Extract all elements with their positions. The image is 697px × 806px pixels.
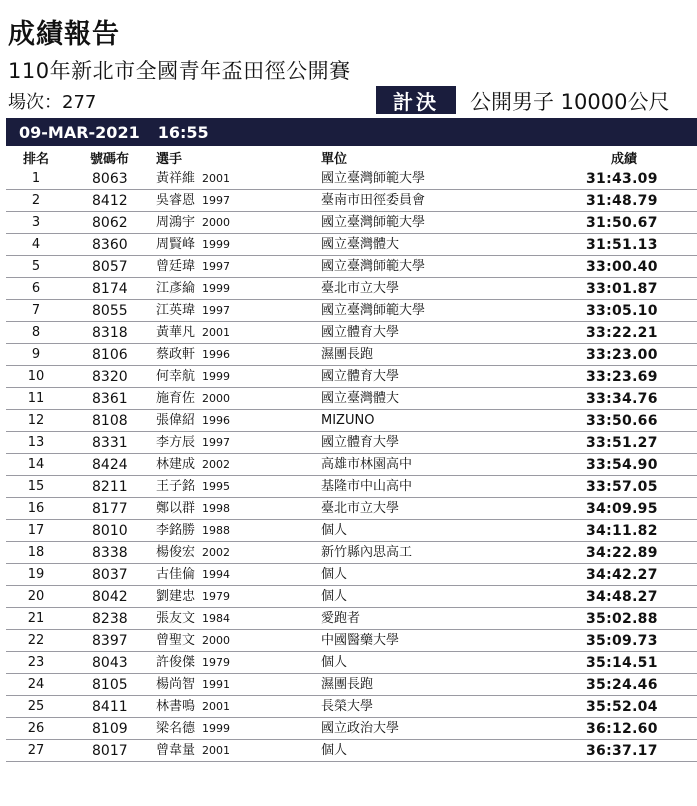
team-cell: 長榮大學 [321,699,374,714]
mark-cell: 33:54.90 [586,457,658,473]
bib-cell: 8057 [92,259,128,275]
birth-year: 2000 [202,216,231,229]
mark-cell: 35:02.88 [586,611,658,627]
bib-cell: 8360 [92,237,128,253]
birth-year: 2000 [202,392,231,405]
athlete-name: 張偉紹 [156,413,196,428]
rank-cell: 13 [27,435,45,450]
table-row [6,278,697,300]
rank-cell: 18 [27,545,45,560]
team-cell: 國立體育大學 [321,369,400,384]
team-cell: 個人 [321,589,348,604]
athlete-name-cell [156,168,230,190]
team-cell: 愛跑者 [321,611,361,626]
mark-cell: 34:09.95 [586,501,658,517]
table-row [6,168,697,190]
event-time: 16:55 [157,122,209,142]
athlete-name-cell [156,410,230,432]
athlete-name: 施育佐 [156,391,196,406]
rank-cell: 27 [27,743,45,758]
mark-cell: 35:52.04 [586,699,658,715]
bib-cell: 8338 [92,545,128,561]
bib-cell: 8320 [92,369,128,385]
rank-cell: 3 [31,215,41,230]
bib-cell: 8106 [92,347,128,363]
athlete-name-cell [156,300,230,322]
mark-cell: 33:22.21 [586,325,658,341]
team-cell: 國立臺灣師範大學 [321,303,426,318]
birth-year: 2001 [202,744,231,757]
athlete-name: 梁名德 [156,721,196,736]
date-time-bar [6,118,697,146]
athlete-name: 周鴻宇 [156,215,196,230]
athlete-name-cell [156,476,230,498]
meet-name: 110年新北市全國青年盃田徑公開賽 [8,59,351,83]
table-row [6,608,697,630]
birth-year: 1996 [202,414,231,427]
mark-cell: 33:23.00 [586,347,658,363]
rank-cell: 22 [27,633,45,648]
team-cell: 個人 [321,567,348,582]
mark-cell: 33:00.40 [586,259,658,275]
team-cell: 新竹縣內思高工 [321,545,413,560]
rank-cell: 19 [27,567,45,582]
athlete-name: 周賢峰 [156,237,196,252]
results-table-body [6,168,697,762]
team-cell: 臺北市立大學 [321,501,400,516]
report-title: 成績報告 [8,19,120,50]
rank-cell: 6 [31,281,41,296]
athlete-name: 楊俊宏 [156,545,196,560]
mark-cell: 35:14.51 [586,655,658,671]
athlete-name-cell [156,322,230,344]
mark-cell: 33:50.66 [586,413,658,429]
athlete-name: 林書鳴 [156,699,196,714]
team-cell: 高雄市林園高中 [321,457,413,472]
table-row [6,410,697,432]
rank-cell: 8 [31,325,41,340]
birth-year: 1999 [202,238,231,251]
table-row [6,740,697,762]
rank-cell: 4 [31,237,41,252]
athlete-name-cell [156,520,230,542]
birth-year: 1997 [202,194,231,207]
bib-cell: 8055 [92,303,128,319]
team-cell: 個人 [321,743,348,758]
table-row [6,256,697,278]
athlete-name: 劉建忠 [156,589,196,604]
mark-cell: 33:57.05 [586,479,658,495]
birth-year: 1994 [202,568,231,581]
rank-cell: 16 [27,501,45,516]
athlete-name: 王子銘 [156,479,196,494]
athlete-name-cell [156,454,230,476]
rank-cell: 25 [27,699,45,714]
rank-cell: 12 [27,413,45,428]
athlete-name: 吳睿恩 [156,193,196,208]
table-row [6,520,697,542]
mark-cell: 33:51.27 [586,435,658,451]
column-rank-header: 排名 [22,152,49,167]
bib-cell: 8108 [92,413,128,429]
bib-cell: 8105 [92,677,128,693]
column-athlete-header: 選手 [156,152,183,167]
team-cell: 中國醫藥大學 [321,633,400,648]
table-row [6,322,697,344]
bib-cell: 8177 [92,501,128,517]
column-bib-header: 號碼布 [90,152,130,167]
rank-cell: 11 [27,391,45,406]
round-badge: 計決 [376,86,456,114]
athlete-name-cell [156,278,230,300]
mark-cell: 33:01.87 [586,281,658,297]
athlete-name-cell [156,564,230,586]
athlete-name-cell [156,366,230,388]
mark-cell: 36:12.60 [586,721,658,737]
table-row [6,366,697,388]
athlete-name: 李銘勝 [156,523,196,538]
athlete-name: 鄭以群 [156,501,196,516]
athlete-name: 許俊傑 [156,655,196,670]
mark-cell: 34:11.82 [586,523,658,539]
athlete-name: 江英瑋 [156,303,196,318]
session-number: 場次：277 [8,92,97,113]
athlete-name: 李方辰 [156,435,196,450]
rank-cell: 26 [27,721,45,736]
bib-cell: 8109 [92,721,128,737]
table-row [6,190,697,212]
birth-year: 1995 [202,480,231,493]
bib-cell: 8017 [92,743,128,759]
birth-year: 1996 [202,348,231,361]
team-cell: 基隆市中山高中 [321,479,413,494]
bib-cell: 8174 [92,281,128,297]
bib-cell: 8412 [92,193,128,209]
birth-year: 1999 [202,722,231,735]
bib-cell: 8010 [92,523,128,539]
athlete-name-cell [156,718,230,740]
birth-year: 1999 [202,282,231,295]
athlete-name-cell [156,432,230,454]
athlete-name: 蔡政軒 [156,347,196,362]
table-row [6,674,697,696]
table-row [6,586,697,608]
mark-cell: 33:05.10 [586,303,658,319]
rank-cell: 5 [31,259,41,274]
birth-year: 1988 [202,524,231,537]
athlete-name-cell [156,344,230,366]
table-row [6,454,697,476]
bib-cell: 8331 [92,435,128,451]
bib-cell: 8042 [92,589,128,605]
table-row [6,432,697,454]
birth-year: 1999 [202,370,231,383]
athlete-name-cell [156,674,230,696]
athlete-name-cell [156,740,230,762]
event-name: 公開男子 10000公尺 [470,90,670,114]
team-cell: 臺北市立大學 [321,281,400,296]
bib-cell: 8037 [92,567,128,583]
team-cell: 國立體育大學 [321,325,400,340]
mark-cell: 35:24.46 [586,677,658,693]
rank-cell: 9 [31,347,41,362]
team-cell: 臺南市田徑委員會 [321,193,426,208]
athlete-name-cell [156,234,230,256]
mark-cell: 31:50.67 [586,215,658,231]
athlete-name-cell [156,388,230,410]
athlete-name-cell [156,256,230,278]
team-cell: 個人 [321,523,348,538]
mark-cell: 31:51.13 [586,237,658,253]
birth-year: 1991 [202,678,231,691]
rank-cell: 10 [27,369,45,384]
bib-cell: 8238 [92,611,128,627]
team-cell: 濕團長跑 [321,347,374,362]
athlete-name: 江彥綸 [156,281,196,296]
athlete-name-cell [156,498,230,520]
mark-cell: 34:48.27 [586,589,658,605]
athlete-name: 古佳倫 [156,567,196,582]
athlete-name: 楊尚智 [156,677,196,692]
rank-cell: 23 [27,655,45,670]
rank-cell: 14 [27,457,45,472]
birth-year: 1979 [202,656,231,669]
table-row [6,212,697,234]
rank-cell: 1 [31,171,41,186]
athlete-name: 黃華凡 [156,325,196,340]
team-cell: 國立臺灣師範大學 [321,259,426,274]
athlete-name-cell [156,652,230,674]
table-row [6,344,697,366]
birth-year: 2001 [202,700,231,713]
athlete-name-cell [156,696,230,718]
athlete-name: 曾廷瑋 [156,259,196,274]
team-cell: 國立臺灣體大 [321,391,400,406]
athlete-name-cell [156,608,230,630]
athlete-name: 曾聖文 [156,633,196,648]
team-cell: 濕團長跑 [321,677,374,692]
table-row [6,718,697,740]
bib-cell: 8318 [92,325,128,341]
birth-year: 2001 [202,326,231,339]
table-row [6,388,697,410]
bib-cell: 8043 [92,655,128,671]
rank-cell: 20 [27,589,45,604]
table-row [6,696,697,718]
rank-cell: 24 [27,677,45,692]
athlete-name: 曾韋量 [156,743,196,758]
event-date: 09-MAR-2021 [19,122,140,142]
athlete-name: 林建成 [156,457,196,472]
mark-cell: 31:43.09 [586,171,658,187]
athlete-name-cell [156,190,230,212]
table-row [6,564,697,586]
team-cell: 國立臺灣師範大學 [321,171,426,186]
bib-cell: 8063 [92,171,128,187]
table-row [6,630,697,652]
bib-cell: 8062 [92,215,128,231]
birth-year: 2000 [202,634,231,647]
athlete-name: 張友文 [156,611,196,626]
birth-year: 1979 [202,590,231,603]
table-row [6,234,697,256]
team-cell: 國立臺灣體大 [321,237,400,252]
mark-cell: 35:09.73 [586,633,658,649]
results-table-header [6,148,697,168]
athlete-name-cell [156,212,230,234]
team-cell: 國立體育大學 [321,435,400,450]
athlete-name-cell [156,542,230,564]
team-cell: 國立臺灣師範大學 [321,215,426,230]
birth-year: 1984 [202,612,231,625]
rank-cell: 7 [31,303,41,318]
team-cell: MIZUNO [321,413,375,428]
bib-cell: 8361 [92,391,128,407]
bib-cell: 8397 [92,633,128,649]
table-row [6,652,697,674]
athlete-name: 何幸航 [156,369,196,384]
table-row [6,542,697,564]
column-mark-header: 成績 [610,152,637,167]
mark-cell: 34:22.89 [586,545,658,561]
bib-cell: 8211 [92,479,128,495]
athlete-name: 黃祥維 [156,171,196,186]
birth-year: 1997 [202,304,231,317]
bib-cell: 8411 [92,699,128,715]
mark-cell: 31:48.79 [586,193,658,209]
athlete-name-cell [156,630,230,652]
rank-cell: 21 [27,611,45,626]
rank-cell: 15 [27,479,45,494]
athlete-name-cell [156,586,230,608]
mark-cell: 36:37.17 [586,743,658,759]
team-cell: 個人 [321,655,348,670]
mark-cell: 34:42.27 [586,567,658,583]
birth-year: 1997 [202,436,231,449]
birth-year: 1997 [202,260,231,273]
mark-cell: 33:23.69 [586,369,658,385]
birth-year: 1998 [202,502,231,515]
table-row [6,498,697,520]
rank-cell: 17 [27,523,45,538]
team-cell: 國立政治大學 [321,721,400,736]
birth-year: 2002 [202,458,231,471]
table-row [6,300,697,322]
mark-cell: 33:34.76 [586,391,658,407]
birth-year: 2002 [202,546,231,559]
rank-cell: 2 [31,193,41,208]
bib-cell: 8424 [92,457,128,473]
column-team-header: 單位 [321,152,348,167]
table-row [6,476,697,498]
birth-year: 2001 [202,172,231,185]
